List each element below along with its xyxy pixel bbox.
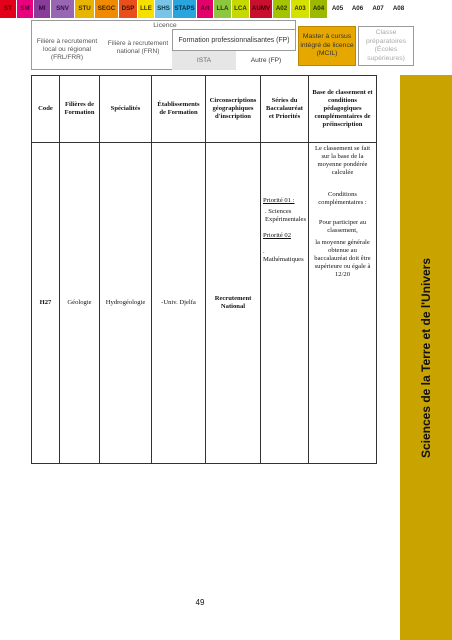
cell-code: H27: [32, 143, 60, 464]
prep-box: Classe préparatoires (Écoles supérieures): [358, 26, 414, 66]
col-header-filieres: Filières de Formation: [60, 76, 100, 143]
col-header-etablissements: Établissements de Formation: [152, 76, 206, 143]
tab-aumv: AUMV: [250, 0, 273, 18]
frn-label: Filière à recrutement national (FRN): [107, 40, 169, 55]
autre-fp-label: Autre (FP): [236, 51, 296, 70]
cell-circonscription: Recrutement National: [206, 143, 261, 464]
cell-filiere: Géologie: [60, 143, 100, 464]
tab-stu: STU: [75, 0, 95, 18]
section-sidebar-label-wrap: [400, 75, 452, 640]
col-header-specialites: Spécialités: [100, 76, 152, 143]
col-header-series: Séries du Baccalauréat et Priorités: [261, 76, 309, 143]
tab-lca: LCA: [232, 0, 250, 18]
mcil-box: Master à cursus intégré de licence (MCIL): [298, 26, 356, 66]
tab-shs: SHS: [155, 0, 173, 18]
table-row: [32, 143, 377, 464]
tab-sm: SM: [17, 0, 34, 18]
tab-segc: SEGC: [95, 0, 119, 18]
page-number: 49: [195, 598, 205, 607]
priorite-1-value: . Sciences Expérimentales: [265, 208, 307, 223]
tab-dsp: DSP: [119, 0, 138, 18]
tab-staps: STAPS: [173, 0, 197, 18]
col-header-circonscriptions: Circonscriptions géographiques d'inscription: [206, 76, 261, 143]
tab-a05: A05: [328, 0, 348, 18]
tab-a03: A03: [291, 0, 310, 18]
col-header-code: Code: [32, 76, 60, 143]
tab-snv: SNV: [51, 0, 75, 18]
base-text-1: Le classement se fait sur la base de la moyenne pondérée calculée: [314, 145, 371, 176]
tab-a04: A04: [310, 0, 328, 18]
admission-table: [31, 75, 377, 464]
tab-a02: A02: [273, 0, 291, 18]
fp-label: Formation professionnalisantes (FP): [172, 29, 296, 51]
base-text-3: Pour participer au classement,: [318, 219, 367, 234]
tab-a06: A06: [348, 0, 368, 18]
frl-label: Filière à recrutement local ou régional (FRL/FRR): [36, 37, 98, 61]
cell-specialite: Hydrogéologie: [100, 143, 152, 464]
tab-lla: LLA: [214, 0, 232, 18]
licence-label: Licence: [153, 22, 177, 29]
filiere-tab-bar: [0, 0, 452, 18]
table-header-row: [32, 76, 377, 143]
cell-base: [309, 143, 377, 464]
ista-label: ISTA: [172, 51, 236, 70]
col-header-base: Base de classement et conditions pédagogiques complémentaires de préinscription: [309, 76, 377, 143]
base-text-4: la moyenne générale obtenue au baccalauréat doit être supérieure ou égale à 12/20: [314, 239, 371, 278]
priorite-2-value: . Mathématiques: [263, 248, 304, 263]
tab-art: Art: [197, 0, 214, 18]
cell-series: [261, 143, 309, 464]
tab-lle: LLE: [138, 0, 155, 18]
tab-a08: A08: [389, 0, 409, 18]
base-text-2: Conditions complémentaires :: [318, 191, 367, 206]
section-sidebar-label: Sciences de la Terre et de l'Univers: [419, 257, 433, 458]
priorite-1-label: Priorité 01 :: [263, 197, 295, 204]
tab-a07: A07: [368, 0, 389, 18]
tab-mi: MI: [34, 0, 51, 18]
tab-st: ST: [0, 0, 17, 18]
cell-etablissement: -Univ. Djelfa: [152, 143, 206, 464]
priorite-2-label: Priorité 02: [263, 232, 292, 239]
